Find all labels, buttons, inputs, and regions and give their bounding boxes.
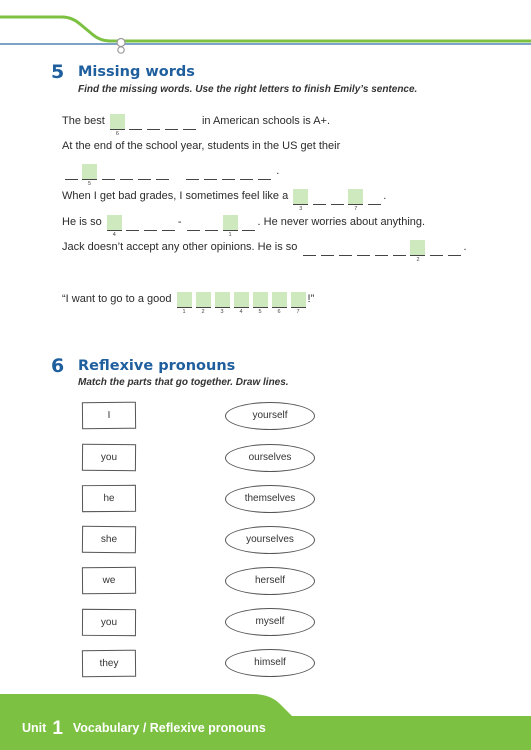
section-6-instruction: Match the parts that go together. Draw lines. xyxy=(78,377,289,388)
answer-blank[interactable] xyxy=(222,179,235,180)
answer-blank[interactable] xyxy=(102,179,115,180)
reflexive-oval-ourselves[interactable]: ourselves xyxy=(225,444,315,472)
line-5-text-start: He is so xyxy=(62,216,102,228)
letter-index: 2 xyxy=(201,309,205,315)
answer-blank[interactable] xyxy=(186,179,199,180)
final-sentence-start: “I want to go to a good xyxy=(62,293,172,305)
answer-letter-box[interactable] xyxy=(293,189,308,212)
answer-letter-box[interactable] xyxy=(348,189,363,212)
reflexive-oval-himself[interactable]: himself xyxy=(225,649,315,677)
answer-blank[interactable] xyxy=(242,230,255,231)
line-1-text-end: in American schools is A+. xyxy=(201,115,331,127)
exercise-line-1 xyxy=(62,112,331,137)
reflexive-oval-yourself[interactable]: yourself xyxy=(225,402,315,430)
line-3-text-end: . xyxy=(276,165,280,177)
final-sentence-end: !” xyxy=(307,293,315,305)
exercise-line-3 xyxy=(62,162,280,187)
answer-blank[interactable] xyxy=(448,255,461,256)
final-letter-box[interactable] xyxy=(234,292,249,315)
answer-letter-box[interactable] xyxy=(107,215,122,238)
answer-letter-box[interactable] xyxy=(223,215,238,238)
answer-letter-box[interactable] xyxy=(82,164,97,187)
exercise-line-5 xyxy=(62,213,426,238)
final-sentence xyxy=(62,290,315,315)
answer-blank[interactable] xyxy=(65,179,78,180)
answer-blank[interactable] xyxy=(240,179,253,180)
answer-blank[interactable] xyxy=(138,179,151,180)
letter-index: 1 xyxy=(228,232,232,238)
pronoun-box-you[interactable]: you xyxy=(82,444,136,471)
final-letter-box[interactable] xyxy=(196,292,211,315)
answer-blank[interactable] xyxy=(120,179,133,180)
answer-letter-box[interactable] xyxy=(410,240,425,263)
answer-blank[interactable] xyxy=(393,255,406,256)
answer-blank[interactable] xyxy=(126,230,139,231)
answer-blank[interactable] xyxy=(204,179,217,180)
answer-blank[interactable] xyxy=(313,204,326,205)
answer-blank[interactable] xyxy=(162,230,175,231)
answer-blank[interactable] xyxy=(258,179,271,180)
final-letter-box[interactable] xyxy=(215,292,230,315)
letter-index: 5 xyxy=(258,309,262,315)
section-6-title: Reflexive pronouns xyxy=(78,358,236,374)
pronoun-box-i[interactable]: I xyxy=(82,402,136,430)
answer-blank[interactable] xyxy=(129,129,142,130)
answer-blank[interactable] xyxy=(357,255,370,256)
line-6-text-start: Jack doesn’t accept any other opinions. He is so xyxy=(62,241,298,253)
letter-index: 4 xyxy=(112,232,116,238)
answer-blank[interactable] xyxy=(183,129,196,130)
footer-unit-label: Unit xyxy=(22,721,47,735)
answer-blank[interactable] xyxy=(430,255,443,256)
section-5-instruction: Find the missing words. Use the right letters to finish Emily’s sentence. xyxy=(78,84,418,95)
letter-index: 2 xyxy=(416,257,420,263)
final-letter-box[interactable] xyxy=(272,292,287,315)
header-decoration xyxy=(0,0,531,60)
reflexive-oval-themselves[interactable]: themselves xyxy=(225,485,315,513)
section-5-title: Missing words xyxy=(78,64,195,80)
footer-topic: Vocabulary / Reflexive pronouns xyxy=(72,721,266,735)
answer-blank[interactable] xyxy=(144,230,157,231)
answer-blank[interactable] xyxy=(331,204,344,205)
pronoun-box-she[interactable]: she xyxy=(82,526,136,554)
line-1-text-start: The best xyxy=(62,115,105,127)
letter-index: 5 xyxy=(87,181,92,187)
answer-blank[interactable] xyxy=(205,230,218,231)
pronoun-box-we[interactable]: we xyxy=(82,567,136,594)
final-letter-box[interactable] xyxy=(177,292,192,315)
line-6-text-end: . xyxy=(463,241,467,253)
final-letter-box[interactable] xyxy=(291,292,306,315)
answer-blank[interactable] xyxy=(368,204,381,205)
letter-index: 7 xyxy=(354,206,358,212)
line-5-text-end: . He never worries about anything. xyxy=(257,216,426,228)
letter-index: 3 xyxy=(220,309,224,315)
answer-blank[interactable] xyxy=(303,255,316,256)
section-5-number: 5 xyxy=(51,61,65,83)
pronoun-box-you-plural[interactable]: you xyxy=(82,609,136,636)
answer-blank[interactable] xyxy=(165,129,178,130)
answer-blank[interactable] xyxy=(339,255,352,256)
answer-blank[interactable] xyxy=(147,129,160,130)
letter-index: 4 xyxy=(239,309,243,315)
letter-index: 6 xyxy=(277,309,281,315)
footer-label xyxy=(22,718,266,740)
pronoun-box-he[interactable]: he xyxy=(82,485,136,512)
letter-index: 6 xyxy=(115,131,119,137)
answer-blank[interactable] xyxy=(321,255,334,256)
pronoun-box-they[interactable]: they xyxy=(82,650,136,678)
section-6-number: 6 xyxy=(51,355,65,377)
answer-blank[interactable] xyxy=(375,255,388,256)
line-5-hyphen: - xyxy=(177,216,182,228)
reflexive-oval-herself[interactable]: herself xyxy=(225,567,315,595)
exercise-line-2 xyxy=(62,137,340,155)
line-2-text: At the end of the school year, students in the US get their xyxy=(62,140,341,152)
letter-index: 3 xyxy=(299,206,303,212)
answer-blank[interactable] xyxy=(156,179,169,180)
answer-blank[interactable] xyxy=(187,230,200,231)
final-letter-box[interactable] xyxy=(253,292,268,315)
exercise-line-4 xyxy=(62,187,387,212)
letter-index: 1 xyxy=(182,309,186,315)
line-4-text-start: When I get bad grades, I sometimes feel like a xyxy=(62,190,289,202)
footer-unit-number: 1 xyxy=(52,718,63,739)
exercise-line-6 xyxy=(62,238,467,263)
line-4-text-end: . xyxy=(383,190,387,202)
letter-index: 7 xyxy=(296,309,300,315)
reflexive-oval-myself[interactable]: myself xyxy=(225,608,315,636)
answer-letter-box[interactable] xyxy=(110,114,125,137)
reflexive-oval-yourselves[interactable]: yourselves xyxy=(225,526,315,554)
